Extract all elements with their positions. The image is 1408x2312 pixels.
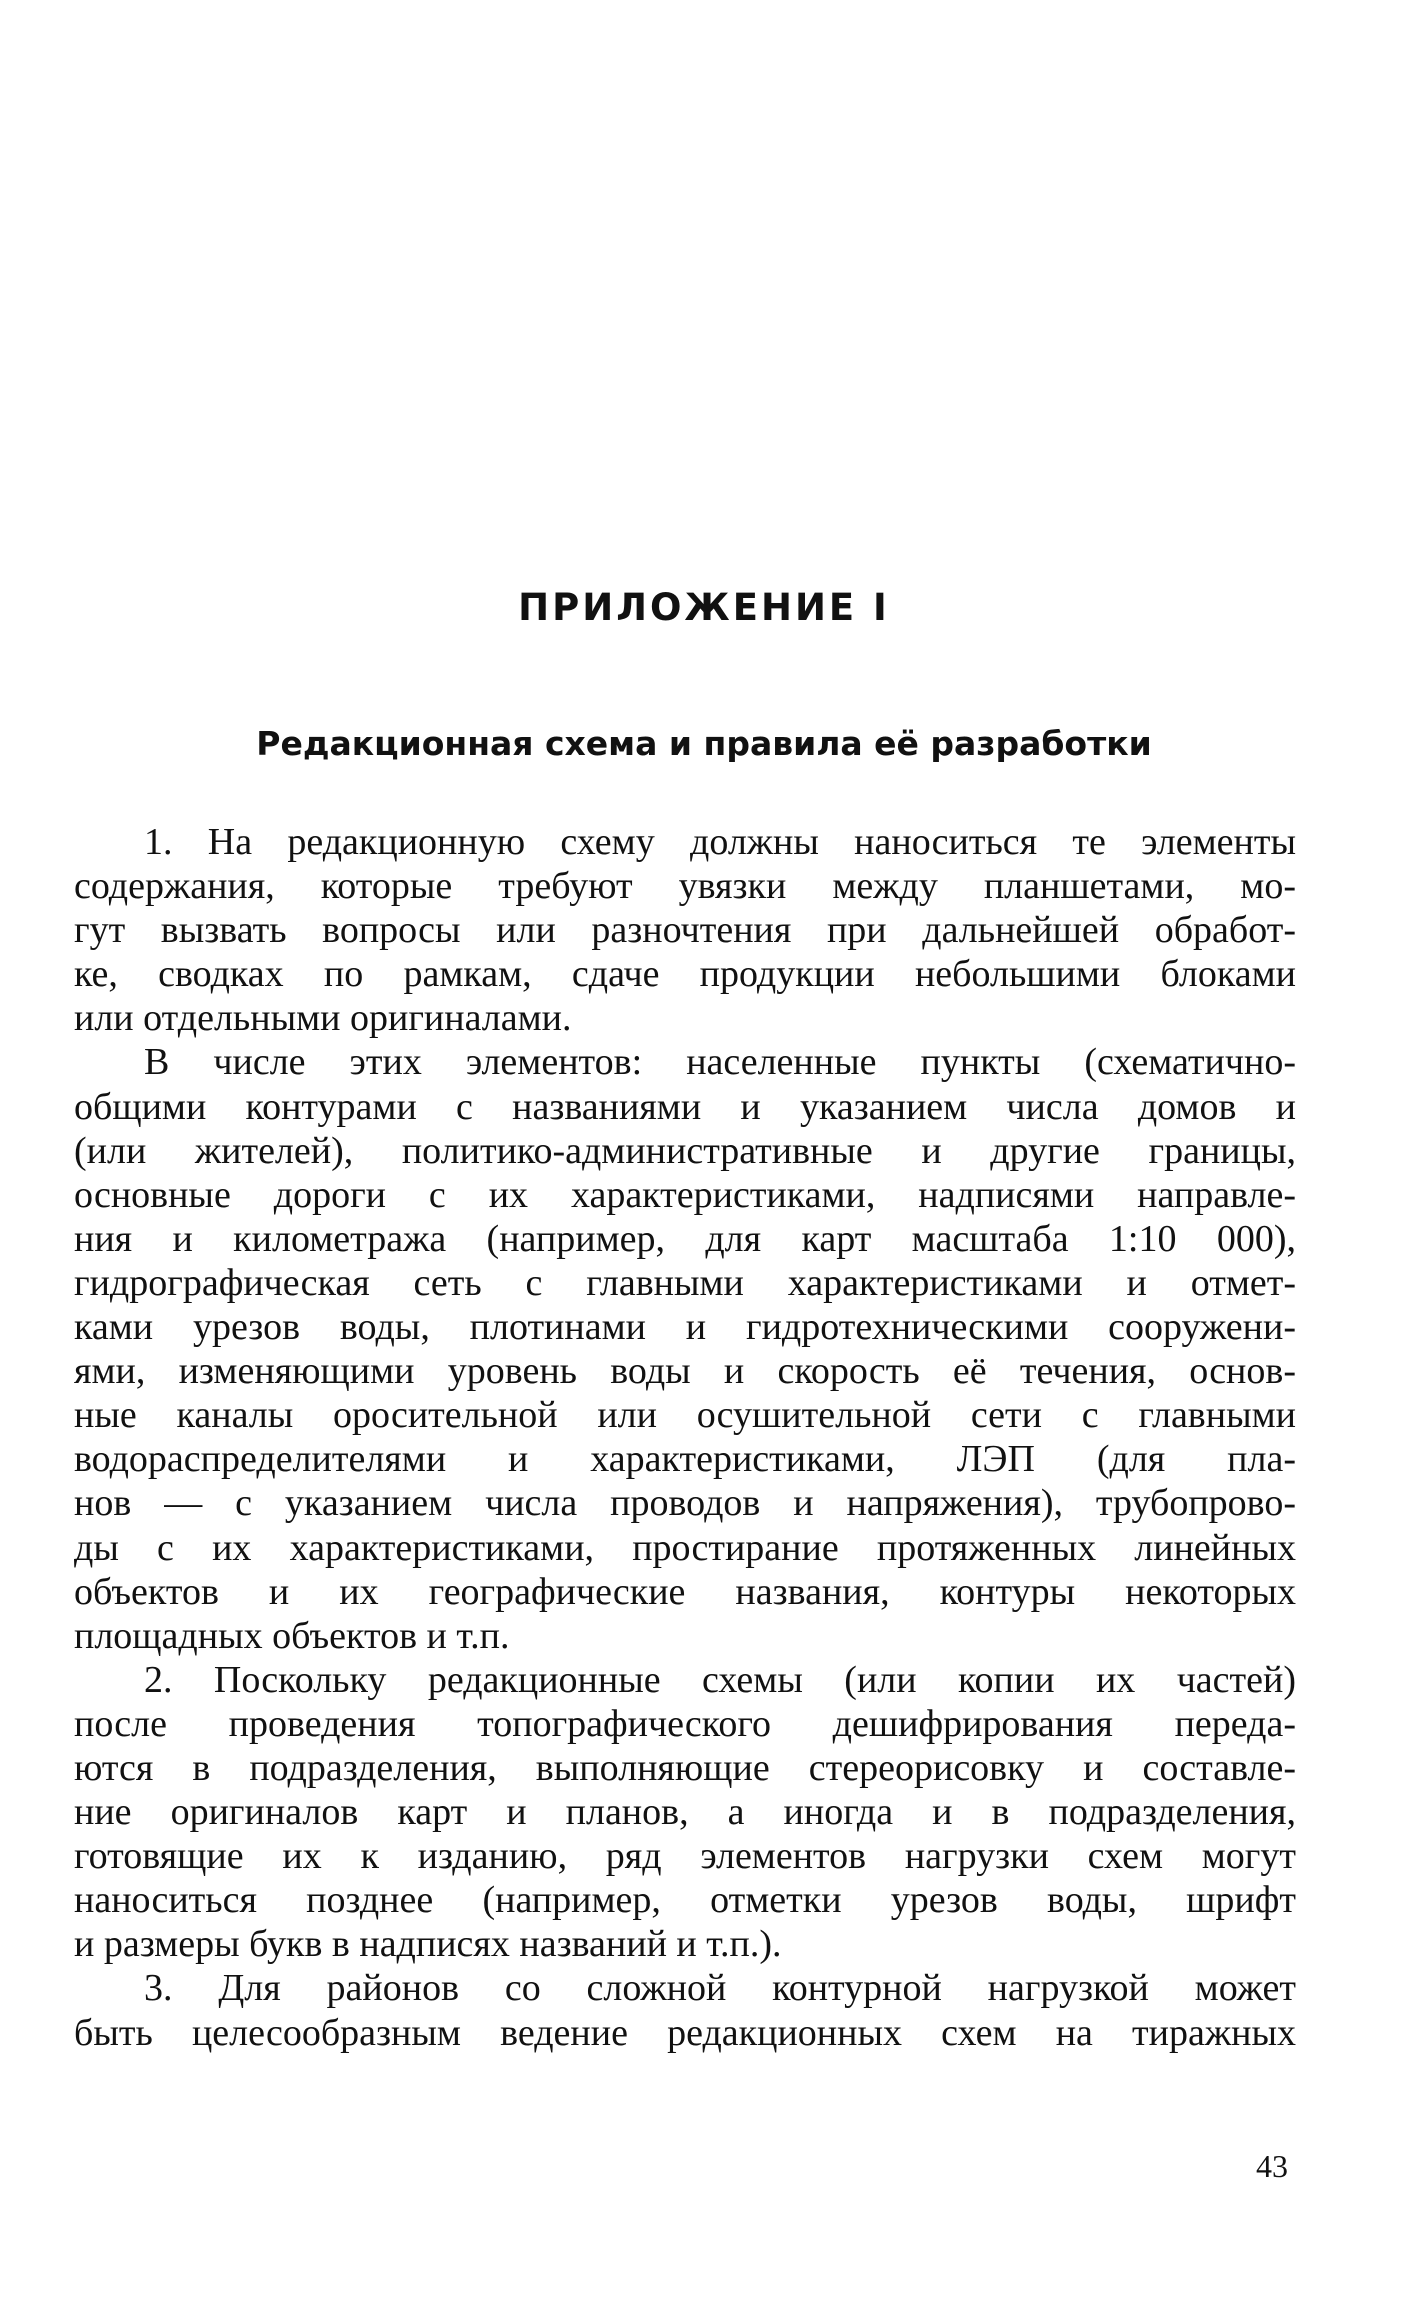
text-line: ные каналы оросительной или осушительной сети с главными <box>74 1394 1296 1437</box>
text-line: площадных объектов и т.п. <box>74 1614 510 1657</box>
text-line: содержания, которые требуют увязки между планшетами, мо- <box>74 865 1296 908</box>
body-text <box>74 820 1296 2055</box>
section-title: Редакционная схема и правила её разработки <box>256 724 1152 763</box>
text-line: гут вызвать вопросы или разночтения при дальнейшей обработ- <box>74 909 1296 952</box>
text-line: ния и километража (например, для карт масштаба 1:10 000), <box>74 1217 1296 1260</box>
text-line: (или жителей), политико-административные и другие границы, <box>74 1129 1296 1172</box>
text-line: В числе этих элементов: населенные пункты (схематично- <box>144 1041 1296 1084</box>
text-line: готовящие их к изданию, ряд элементов нагрузки схем могут <box>74 1835 1296 1878</box>
text-line: ями, изменяющими уровень воды и скорость её течения, основ- <box>74 1350 1296 1393</box>
paragraph <box>74 1966 1296 2054</box>
text-line: после проведения топографического дешифрирования переда- <box>74 1702 1296 1745</box>
text-line: основные дороги с их характеристиками, надписями направле- <box>74 1173 1296 1216</box>
text-line: водораспределителями и характеристиками, ЛЭП (для пла- <box>74 1438 1296 1481</box>
text-line: 2. Поскольку редакционные схемы (или копии их частей) <box>144 1658 1296 1701</box>
appendix-title: ПРИЛОЖЕНИЕ I <box>518 586 890 629</box>
text-line: гидрографическая сеть с главными характеристиками и отмет- <box>74 1261 1296 1304</box>
text-line: наноситься позднее (например, отметки урезов воды, шрифт <box>74 1879 1296 1922</box>
text-line: или отдельными оригиналами. <box>74 997 572 1040</box>
text-line: 1. На редакционную схему должны наноситься те элементы <box>144 821 1296 863</box>
paragraph <box>74 1040 1296 1657</box>
text-line: объектов и их географические названия, контуры некоторых <box>74 1570 1296 1613</box>
text-line: ются в подразделения, выполняющие стереорисовку и составле- <box>74 1746 1296 1789</box>
page-number: 43 <box>1256 2148 1288 2184</box>
text-line: ние оригиналов карт и планов, а иногда и в подразделения, <box>74 1791 1296 1834</box>
text-line: нов — с указанием числа проводов и напряжения), трубопрово- <box>74 1482 1296 1525</box>
text-line: 3. Для районов со сложной контурной нагрузкой может <box>144 1967 1296 2010</box>
text-line: и размеры букв в надписях названий и т.п.). <box>74 1923 782 1966</box>
text-line: ды с их характеристиками, простирание протяженных линейных <box>74 1526 1296 1569</box>
text-line: общими контурами с названиями и указанием числа домов и <box>74 1085 1296 1128</box>
paragraph <box>74 820 1296 1040</box>
paragraph <box>74 1658 1296 1967</box>
text-line: ке, сводках по рамкам, сдаче продукции небольшими блоками <box>74 953 1296 996</box>
text-line: ками урезов воды, плотинами и гидротехническими сооружени- <box>74 1306 1296 1349</box>
text-line: быть целесообразным ведение редакционных схем на тиражных <box>74 2011 1296 2054</box>
